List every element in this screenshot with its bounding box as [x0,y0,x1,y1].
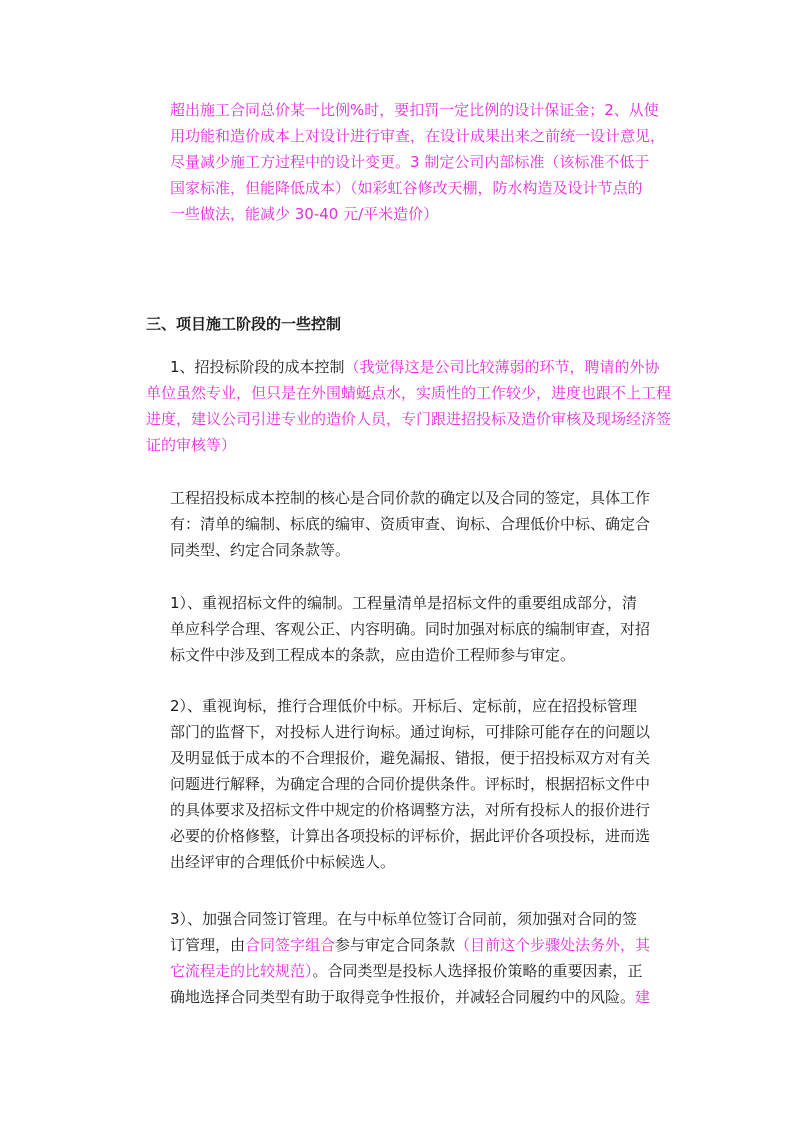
paragraph-bidding-cost [146,354,680,458]
paragraph-bidding-core [170,485,680,563]
text-line [170,932,680,958]
paragraph-item-3 [170,906,680,1010]
text-segment: 。合同类型是投标人选择报价策略的重要因素，正 [312,962,643,980]
highlight-note: （我觉得这是公司比较薄弱的环节，聘请的外协 [344,358,660,376]
highlight-note: （目前这个步骤处法务外，其 [455,936,651,954]
text-line: 1）、重视招标文件的编制。工程量清单是招标文件的重要组成部分，清 [170,594,638,612]
text-segment: 确地选择合同类型有助于取得竞争性报价，并减轻合同履约中的风险。 [170,988,636,1006]
text-line: 的具体要求及招标文件中规定的价格调整方法，对所有投标人的报价进行 [170,801,651,819]
text-line [170,984,680,1010]
text-line: 单应科学合理、客观公正、内容明确。同时加强对标底的编制审查，对招 [170,620,651,638]
text-line: 及明显低于成本的不合理报价，避免漏报、错报，便于招投标双方对有关 [170,749,651,767]
text-line: 必要的价格修整，计算出各项投标的评标价，据此评价各项投标，进而选 [170,827,651,845]
text-line: 有：清单的编制、标底的编审、资质审查、询标、合理低价中标、确定合 [170,515,651,533]
paragraph-design-control [170,97,680,227]
text-line: 3）、加强合同签订管理。在与中标单位签订合同前，须加强对合同的签 [170,910,638,928]
text-line: 尽量减少施工方过程中的设计变更。3 制定公司内部标准（该标准不低于 [170,153,650,171]
highlight-note: 建 [635,988,651,1006]
paragraph-item-2 [170,693,680,875]
highlight-note: 进度，建议公司引进专业的造价人员，专门跟进招投标及造价审核及现场经济签 [146,410,672,428]
text-line: 超出施工合同总价某一比例%时，要扣罚一定比例的设计保证金；2、从使 [170,101,659,119]
paragraph-item-1 [170,590,680,668]
highlight-note: 证的审核等） [146,436,237,454]
text-segment: 参与审定合同条款 [335,936,456,954]
text-line: 同类型、约定合同条款等。 [170,541,351,559]
section-heading: 三、项目施工阶段的一些控制 [146,315,342,333]
paragraph-lead: 1、招投标阶段的成本控制 [170,358,345,376]
text-line: 部门的监督下，对投标人进行询标。通过询标，可排除可能存在的问题以 [170,723,651,741]
text-line: 用功能和造价成本上对设计进行审查，在设计成果出来之前统一设计意见， [170,127,666,145]
text-line: 问题进行解释，为确定合理的合同价提供条件。评标时，根据招标文件中 [170,775,651,793]
highlight-term: 合同签字组合 [245,936,336,954]
text-line [146,354,680,380]
highlight-note: 它流程走的比较规范） [170,962,313,980]
text-line: 工程招投标成本控制的核心是合同价款的确定以及合同的签定，具体工作 [170,489,651,507]
text-segment: 订管理，由 [170,936,246,954]
text-line: 出经评审的合理低价中标候选人。 [170,853,396,871]
text-line: 2）、重视询标，推行合理低价中标。开标后、定标前，应在招投标管理 [170,697,638,715]
highlight-note: 单位虽然专业，但只是在外围蜻蜓点水，实质性的工作较少，进度也跟不上工程 [146,384,672,402]
text-line [170,958,680,984]
text-line: 标文件中涉及到工程成本的条款，应由造价工程师参与审定。 [170,646,576,664]
text-line: 一些做法，能减少 30-40 元/平米造价） [170,205,439,223]
text-line: 国家标准，但能降低成本）（如彩虹谷修改天棚，防水构造及设计节点的 [170,179,643,197]
